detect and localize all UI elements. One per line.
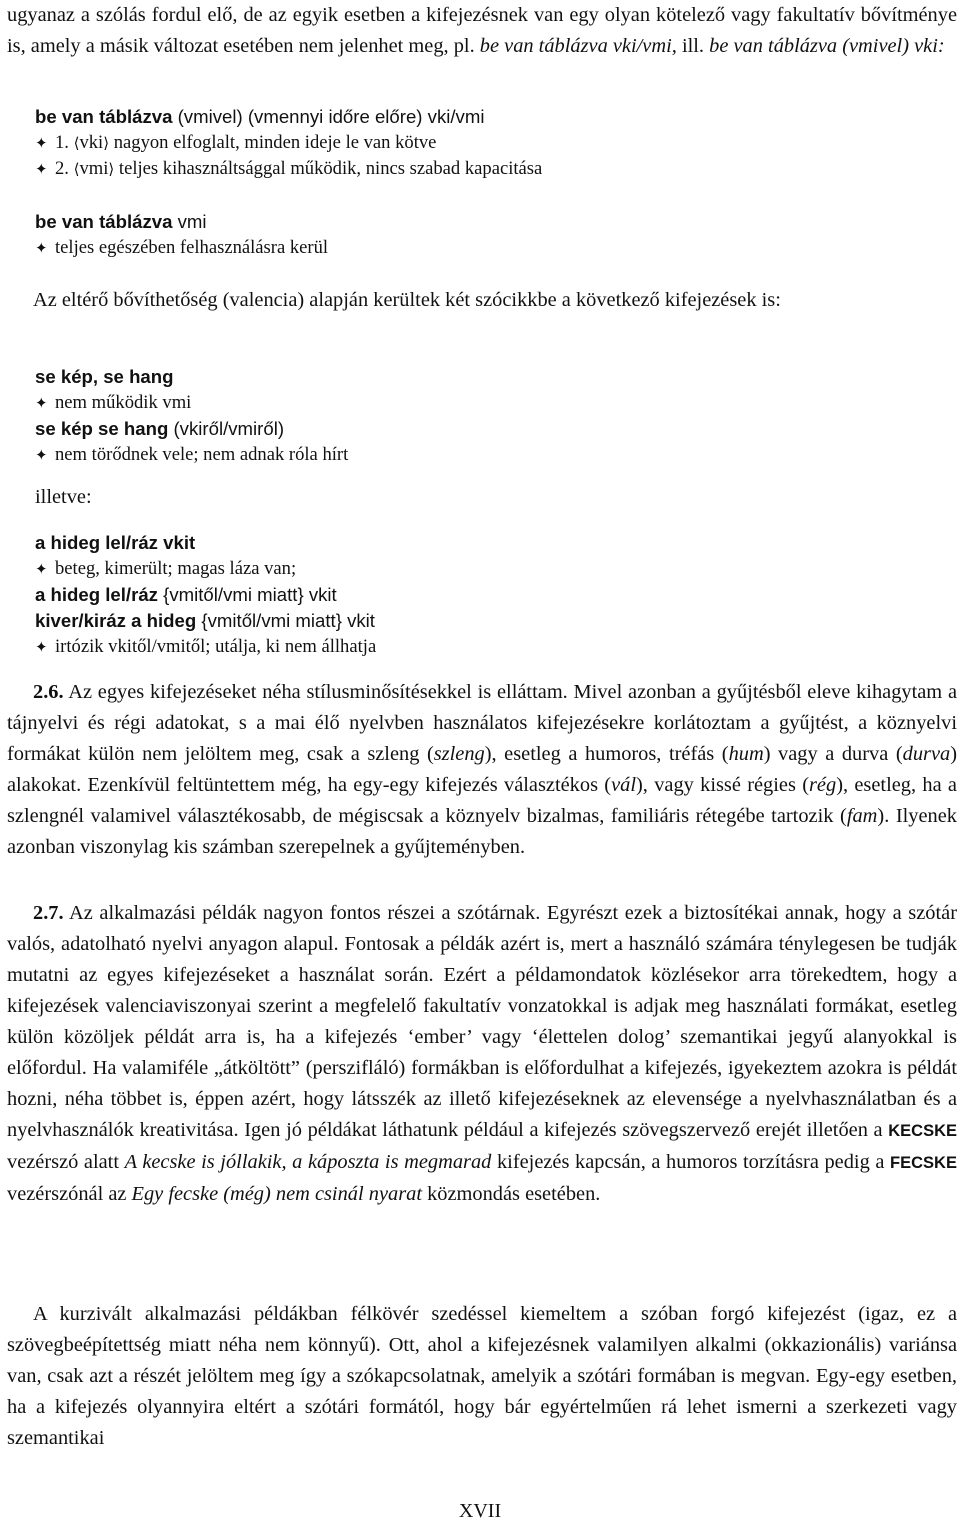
- intro-example-1: be van táblázva vki/vmi,: [479, 35, 677, 57]
- entry-be-van-tablazva-2: [35, 209, 935, 261]
- section-2-6-paragraph: 2.6. Az egyes kifejezéseket néha stílusminősítésekkel is elláttam. Mivel azonban a gyűjtésből eleve kihagytam a tájnyelvi és régi adatokat, s a mai élő nyelvben használatos kifejezésekre korlátoztam a gyűjtést, a köznyelvi formákat külön nem jelöltem meg, csak a szleng (szleng), esetleg a humoros, tréfás (hum) vagy a durva (durva) alakokat. Ezenkívül feltüntettem még, ha egy-egy kifejezés választékos (vál), vagy kissé régies (rég), esetleg, ha a szlengnél valamivel választékosabb, de mégiscsak a köznyelv bizalmas, familiáris rétegébe tartozik (fam). Ilyenek azonban viszonylag kis számban szerepelnek a gyűjteményben.: [7, 681, 957, 858]
- entry-sense: ✦ teljes egészében felhasználásra kerül: [35, 235, 935, 261]
- page-number: XVII: [458, 1500, 502, 1522]
- headword-kecske: KECSKE: [888, 1122, 957, 1140]
- entry-headword: kiver/kiráz a hideg {vmitől/vmi miatt} vkit: [35, 610, 375, 631]
- sense-star-icon: ✦: [35, 638, 48, 656]
- entry-headword: a hideg lel/ráz {vmitől/vmi miatt} vkit: [35, 584, 337, 605]
- section-number: 2.7.: [33, 902, 64, 924]
- intro-text: ugyanaz a szólás fordul elő, de az egyik esetben a kifejezésnek van egy olyan kötelező vagy fakultatív bővítménye is, amely a másik változat esetében nem jelenhet meg, pl.: [7, 4, 957, 57]
- sense-star-icon: ✦: [35, 160, 48, 178]
- sense-star-icon: ✦: [35, 560, 48, 578]
- entry-a-hideg-lel: [35, 530, 935, 660]
- entry-sense-1: ✦ 1. ⟨vki⟩ nagyon elfoglalt, minden ideje le van kötve: [35, 130, 935, 156]
- entry-headword: be van táblázva vmi: [35, 211, 207, 232]
- valencia-paragraph: Az eltérő bővíthetőség (valencia) alapján kerültek két szócikkbe a következő kifejezések is:: [33, 289, 781, 311]
- section-number: 2.6.: [33, 681, 64, 703]
- intro-paragraph: [7, 0, 957, 62]
- entry-sense: ✦ nem működik vmi: [35, 390, 935, 416]
- intro-example-2: be van táblázva (vmivel) vki:: [709, 35, 945, 57]
- entry-headword: se kép se hang (vkiről/vmiről): [35, 418, 285, 439]
- entry-headword: se kép, se hang: [35, 366, 174, 387]
- sense-star-icon: ✦: [35, 394, 48, 412]
- kurzivalt-paragraph: A kurzivált alkalmazási példákban félkövér szedéssel kiemeltem a szóban forgó kifejezést (igaz, ez a szövegbeépítettség miatt néha nem könnyű). Ott, ahol a kifejezésnek valamilyen alkalmi (okkazionális) variánsa van, csak azt a részét jelöltem meg így a szókapcsolatnak, amelyik a szótári formában is megvan. Egy-egy esetben, ha a kifejezés olyannyira eltért a szótári formától, hogy bár egyértelműen rá lehet ismerni a szerkezeti vagy szemantikai: [7, 1303, 957, 1449]
- entry-headword: a hideg lel/ráz vkit: [35, 532, 196, 553]
- intro-connector: ill.: [676, 35, 710, 57]
- illetve-label: illetve:: [35, 486, 92, 508]
- entry-sense: ✦ beteg, kimerült; magas láza van;: [35, 556, 935, 582]
- entry-sense: ✦ nem törődnek vele; nem adnak róla hírt: [35, 442, 935, 468]
- entry-be-van-tablazva-1: [35, 104, 935, 182]
- sense-star-icon: ✦: [35, 134, 48, 152]
- sense-star-icon: ✦: [35, 446, 48, 464]
- entry-headword: be van táblázva (vmivel) (vmennyi időre előre) vki/vmi: [35, 106, 485, 127]
- entry-sense-2: ✦ 2. ⟨vmi⟩ teljes kihasználtsággal működik, nincs szabad kapacitása: [35, 156, 935, 182]
- entry-sense: ✦ irtózik vkitől/vmitől; utálja, ki nem állhatja: [35, 634, 935, 660]
- sense-star-icon: ✦: [35, 239, 48, 257]
- headword-fecske: FECSKE: [890, 1154, 957, 1172]
- entry-se-kep-se-hang: [35, 364, 935, 468]
- section-2-7-paragraph: 2.7. Az alkalmazási példák nagyon fontos részei a szótárnak. Egyrészt ezek a biztosítékai annak, hogy a szótár valós, adatolható nyelvi anyagon alapul. Fontosak a példák azért is, mert a használó számára ténylegesen be tudják mutatni az egyes kifejezéseket a használat során. Ezért a példamondatok közlésekor arra törekedtem, hogy a kifejezések valenciaviszonyai szerint a megfelelő fakultatív vonzatokkal is adjak meg használati formákat, esetleg külön közöljek példát arra is, ha a kifejezés ‘ember’ vagy ‘élettelen dolog’ szemantikai jegyű alanyokkal is előfordul. Ha valamiféle „átköltött” (perszifláló) formákban is előfordulhat a kifejezés, igyekeztem azokra is példát hozni, néha többet is, éppen azért, hogy látsszék az illető kifejezéseknek az elevensége a nyelvhasználatban és a nyelvhasználók kreativitása. Igen jó példákat láthatunk például a kifejezés szövegszervező erejét illetően a KECSKE vezérszó alatt A kecske is jóllakik, a káposzta is megmarad kifejezés kapcsán, a humoros torzításra pedig a FECSKE vezérszónál az Egy fecske (még) nem csinál nyarat közmondás esetében.: [7, 902, 957, 1205]
